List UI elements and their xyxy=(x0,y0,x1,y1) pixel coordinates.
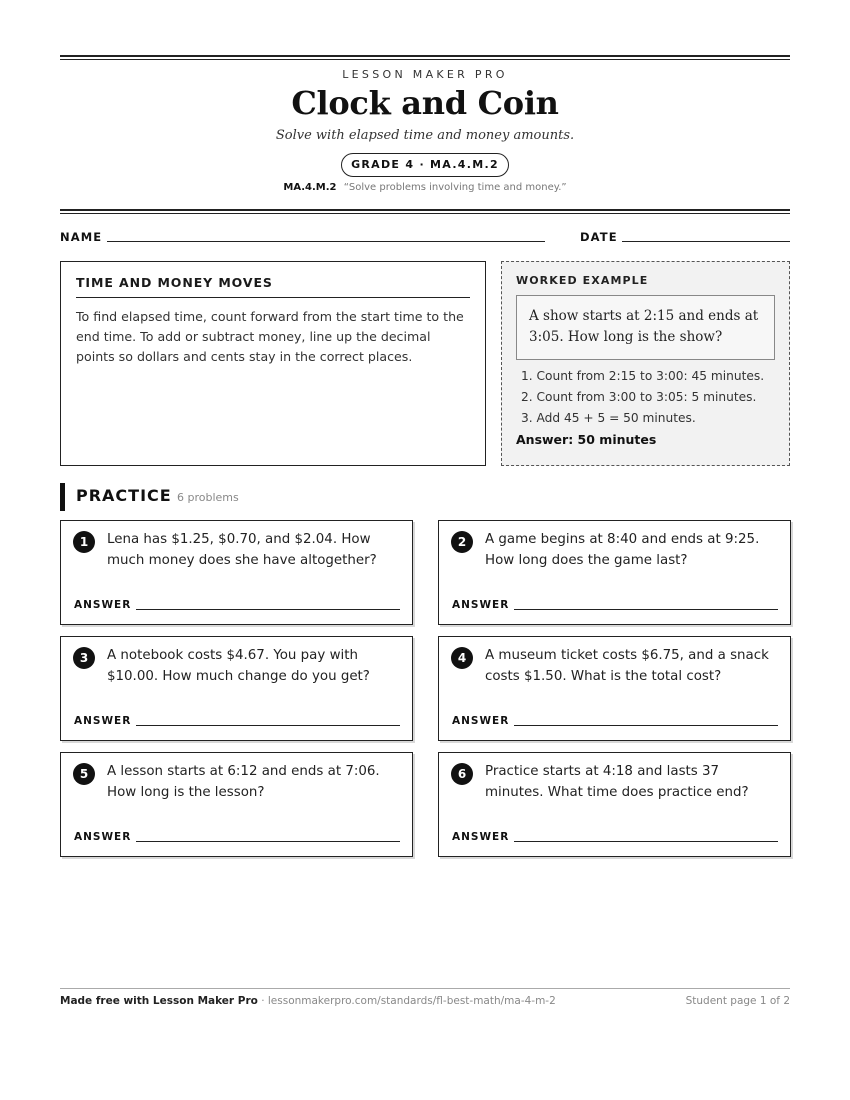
worked-example-step: 1. Count from 2:15 to 3:00: 45 minutes. xyxy=(521,369,765,383)
worksheet-subtitle: Solve with elapsed time and money amounts. xyxy=(275,128,575,143)
answer-field[interactable] xyxy=(514,609,778,610)
worksheet-page xyxy=(60,0,790,1100)
worked-example-step: 3. Add 45 + 5 = 50 minutes. xyxy=(521,411,696,425)
name-field[interactable] xyxy=(107,241,545,242)
practice-accent-bar xyxy=(60,483,65,511)
date-field[interactable] xyxy=(622,241,790,242)
problem-number: 2 xyxy=(451,531,473,553)
problem-number: 4 xyxy=(451,647,473,669)
problem-card-4 xyxy=(438,636,791,741)
problem-number: 1 xyxy=(73,531,95,553)
standard-line xyxy=(60,182,790,193)
problem-number: 5 xyxy=(73,763,95,785)
worked-example-steps xyxy=(516,366,775,429)
name-label: NAME xyxy=(60,230,103,244)
answer-field[interactable] xyxy=(514,725,778,726)
standard-code: MA.4.M.2 xyxy=(283,182,337,193)
problem-text: A museum ticket costs $6.75, and a snack costs $1.50. What is the total cost? xyxy=(485,648,769,684)
answer-field[interactable] xyxy=(136,841,400,842)
footer-page-number: Student page 1 of 2 xyxy=(685,995,790,1007)
brand-name: LESSON MAKER PRO xyxy=(342,68,508,81)
answer-label: ANSWER xyxy=(74,599,132,611)
problem-card-1 xyxy=(60,520,413,625)
answer-field[interactable] xyxy=(136,609,400,610)
answer-label: ANSWER xyxy=(452,599,510,611)
footer-url[interactable]: · lessonmakerpro.com/standards/fl-best-math/ma-4-m-2 xyxy=(257,995,556,1007)
concept-box xyxy=(60,261,486,466)
problem-card-3 xyxy=(60,636,413,741)
answer-label: ANSWER xyxy=(452,831,510,843)
answer-label: ANSWER xyxy=(74,831,132,843)
problem-text: Lena has $1.25, $0.70, and $2.04. How much money does she have altogether? xyxy=(107,532,377,568)
worked-example-answer: Answer: 50 minutes xyxy=(516,432,657,447)
worked-example-box xyxy=(501,261,790,466)
header-bottom-rule xyxy=(60,209,790,214)
problem-number: 6 xyxy=(451,763,473,785)
answer-field[interactable] xyxy=(136,725,400,726)
practice-count: 6 problems xyxy=(177,491,239,504)
date-label: DATE xyxy=(580,230,618,244)
worksheet-title: Clock and Coin xyxy=(291,84,559,122)
worked-example-title: WORKED EXAMPLE xyxy=(516,274,649,287)
problem-card-5 xyxy=(60,752,413,857)
problem-text: Practice starts at 4:18 and lasts 37 minutes. What time does practice end? xyxy=(485,764,749,800)
footer-credit xyxy=(60,995,556,1007)
answer-field[interactable] xyxy=(514,841,778,842)
problem-text: A notebook costs $4.67. You pay with $10.00. How much change do you get? xyxy=(107,648,370,684)
problem-number: 3 xyxy=(73,647,95,669)
standard-text: “Solve problems involving time and money.” xyxy=(343,182,567,193)
answer-label: ANSWER xyxy=(74,715,132,727)
problem-text: A game begins at 8:40 and ends at 9:25. How long does the game last? xyxy=(485,532,760,568)
problem-card-6 xyxy=(438,752,791,857)
answer-label: ANSWER xyxy=(452,715,510,727)
footer-made-with: Made free with Lesson Maker Pro xyxy=(60,995,258,1007)
concept-title: TIME AND MONEY MOVES xyxy=(76,275,470,298)
grade-badge: GRADE 4 · MA.4.M.2 xyxy=(341,153,509,177)
worked-example-step: 2. Count from 3:00 to 3:05: 5 minutes. xyxy=(521,390,757,404)
footer-rule xyxy=(60,988,790,989)
header-top-rule xyxy=(60,55,790,60)
concept-body: To find elapsed time, count forward from the start time to the end time. To add or subtract money, line up the decimal points so dollars and cents stay in the correct places. xyxy=(76,309,464,364)
worked-example-problem: A show starts at 2:15 and ends at 3:05. How long is the show? xyxy=(516,295,775,360)
practice-title: PRACTICE xyxy=(76,486,172,505)
problem-card-2 xyxy=(438,520,791,625)
problem-text: A lesson starts at 6:12 and ends at 7:06. How long is the lesson? xyxy=(107,764,380,800)
